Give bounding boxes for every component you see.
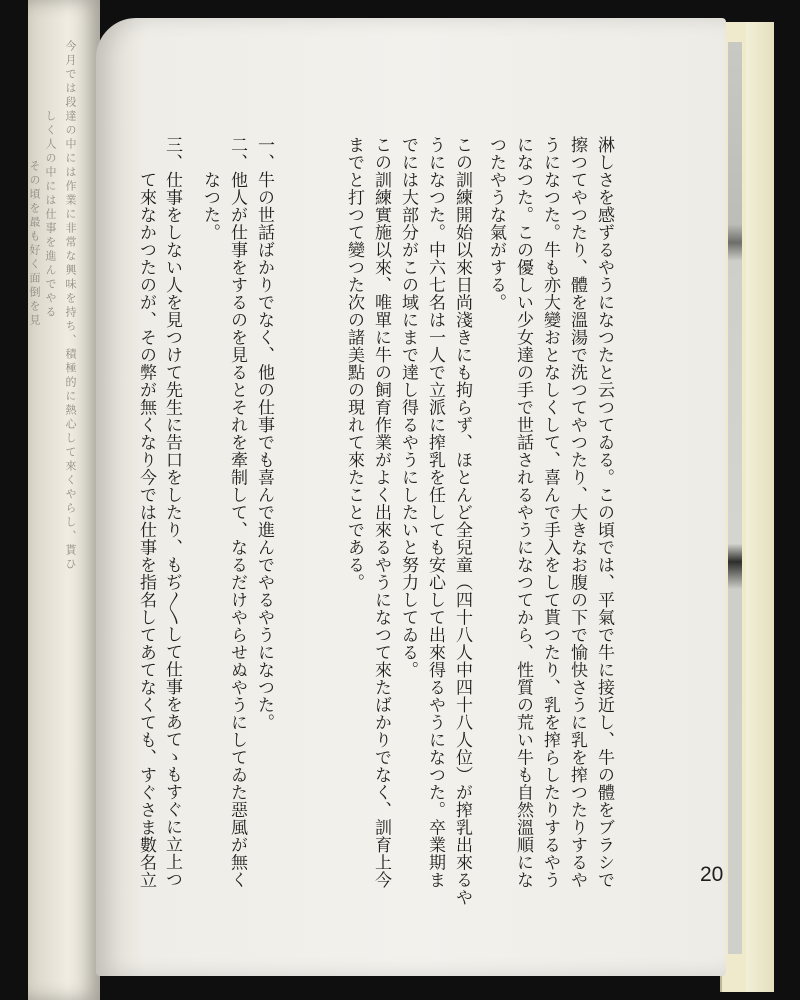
page-stack-edge [720, 22, 774, 992]
text-column: つたやうな氣がする。 [486, 136, 506, 311]
text-column: この訓練開始以來日尚淺きにも拘らず、ほとんど全兒童（四十八人中四十八人位）が搾乳出來るや [452, 136, 472, 906]
page-edge-strip [728, 42, 742, 954]
text-column: になつた。この優しい少女達の手で世話されるやうになつてから、性質の荒い牛も自然溫順にな [513, 136, 533, 889]
text-column: までと打つて變つた次の諸美點の現れて來たことである。 [344, 136, 364, 591]
text-column: うになつた。牛も亦大變おとなしくして、喜んで手入をして貰つたり、乳を搾らしたりするやう [540, 136, 560, 889]
list-item-1: 一、牛の世話ばかりでなく、他の仕事でも喜んで進んでやるやうになつた。 [254, 136, 274, 731]
book-page [96, 18, 726, 976]
text-column: 淋しさを感ずるやうになつたと云つてゐる。この頃では、平氣で牛に接近し、牛の體をブラシで [594, 136, 614, 889]
list-item-3: 三、仕事をしない人を見つけて先生に告口をしたり、もぢ〳〵して仕事をあてゝもすぐに立上つ [162, 136, 182, 888]
left-page-fragment: しく人の中には仕事を進んでやる [44, 110, 57, 320]
left-page-fragment: その頃を最も好く面倒を見 [28, 160, 41, 328]
text-column: 擦つてやつたり、體を溫湯で洗つてやつたり、大きなお腹の下で愉快さうに乳を搾つたりするや [567, 136, 587, 889]
text-column: うになつた。中六七名は一人で立派に搾乳を任しても安心して出來得るやうになつた。卒業期ま [425, 136, 445, 889]
text-column: この訓練實施以來、唯單に牛の飼育作業がよく出來るやうになつて來たばかりでなく、訓育上今 [371, 136, 391, 889]
list-item-2: 二、他人が仕事をするのを見るとそれを牽制して、なるだけやらせぬやうにしてゐた惡風が無く [227, 136, 247, 889]
list-item-3-cont: て來なかつたのが、その弊が無くなり今では仕事を指名してあてなくても、すぐさま數名立 [136, 136, 156, 889]
text-column: でには大部分がこの域にまで達し得るやうにしたいと努力してゐる。 [398, 136, 418, 679]
list-item-2-cont: なつた。 [200, 136, 220, 241]
book-cover-edge [746, 22, 774, 992]
left-page-edge [28, 0, 100, 1000]
page-number: 20 [700, 863, 724, 886]
left-page-fragment: 今月では段達の中には作業に非常な興味を持ち、積極的に熱心して來くやらし、貰ひ [64, 40, 77, 572]
